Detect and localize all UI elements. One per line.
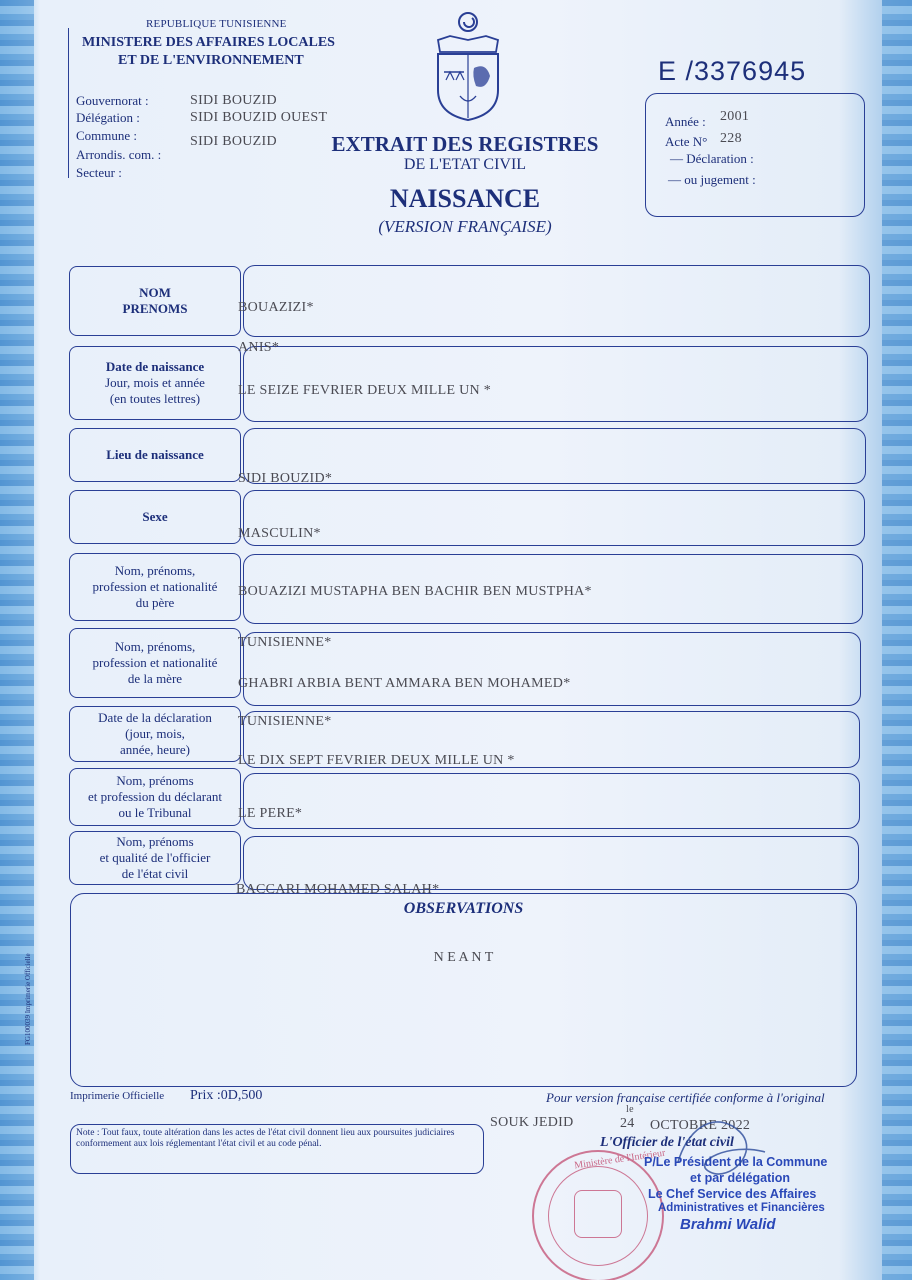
commune-label: Commune :	[76, 128, 138, 143]
value-prenom: ANIS*	[238, 340, 280, 355]
gouvernorat-label: Gouvernorat :	[76, 93, 149, 108]
value-lieu: SIDI BOUZID*	[238, 471, 333, 486]
title-line2: DE L'ETAT CIVIL	[403, 156, 527, 173]
value-declarant: LE PERE*	[238, 806, 303, 821]
place-value: SOUK JEDID	[490, 1115, 574, 1130]
officer-label: L'Officier de l'état civil	[600, 1135, 734, 1150]
commune-value: SIDI BOUZID	[190, 134, 277, 149]
left-security-border	[0, 0, 34, 1280]
observations-value: N E A N T	[433, 950, 494, 965]
label-mere: Nom, prénoms, profession et nationalité de la mère	[69, 628, 241, 698]
value-box-declarant	[243, 773, 860, 829]
title-line1: EXTRAIT DES REGISTRES	[331, 132, 599, 156]
coat-of-arms-icon	[430, 10, 506, 122]
date-le: le	[626, 1104, 634, 1115]
acte-label: Acte N°	[665, 134, 708, 149]
side-print: FG100039 Imprimerie Officielle	[24, 953, 32, 1045]
value-sexe: MASCULIN*	[238, 526, 321, 541]
annee-label: Année :	[665, 114, 706, 129]
label-officier: Nom, prénoms et qualité de l'officier de l'état civil	[69, 831, 241, 885]
jugement-label: — ou jugement :	[668, 172, 756, 187]
sign-line3: Le Chef Service des Affaires	[648, 1187, 817, 1201]
sign-line4: Administratives et Financières	[658, 1202, 825, 1214]
value-pere: BOUAZIZI MUSTAPHA BEN BACHIR BEN MUSTPHA*	[238, 584, 592, 599]
delegation-value: SIDI BOUZID OUEST	[190, 110, 328, 125]
date-value: OCTOBRE 2022	[650, 1118, 751, 1133]
handwritten-signature-icon	[670, 1112, 780, 1192]
ministry-line2: ET DE L'ENVIRONNEMENT	[118, 53, 304, 68]
arrondis-label: Arrondis. com. :	[76, 147, 162, 162]
value-box-lieu	[243, 428, 866, 484]
annee-value: 2001	[720, 109, 750, 124]
sign-line2: et par délégation	[690, 1171, 791, 1185]
sign-line5: Brahmi Walid	[680, 1216, 776, 1233]
observations-box	[70, 893, 857, 1087]
official-stamp-icon	[532, 1147, 667, 1280]
delegation-label: Délégation :	[76, 110, 140, 125]
value-date-naissance: LE SEIZE FEVRIER DEUX MILLE UN *	[238, 383, 492, 398]
label-sexe: Sexe	[69, 490, 241, 544]
declaration-label: — Déclaration :	[670, 151, 754, 166]
acte-value: 228	[720, 131, 742, 146]
secteur-label: Secteur :	[76, 165, 122, 180]
label-date-naissance: Date de naissance Jour, mois et année (en toutes lettres)	[69, 346, 241, 420]
label-nom-prenoms: NOM PRENOMS	[69, 266, 241, 336]
value-box-mere	[243, 632, 861, 706]
value-date-declaration: LE DIX SEPT FEVRIER DEUX MILLE UN *	[238, 753, 515, 768]
value-mere: GHABRI ARBIA BENT AMMARA BEN MOHAMED*	[238, 676, 571, 691]
label-pere: Nom, prénoms, profession et nationalité du père	[69, 553, 241, 621]
date-day: 24	[620, 1116, 635, 1131]
certified-label: Pour version française certifiée conforme à l'original	[546, 1090, 825, 1105]
value-box-nom	[243, 265, 870, 337]
gouvernorat-value: SIDI BOUZID	[190, 93, 277, 108]
value-officier: BACCARI MOHAMED SALAH*	[236, 882, 440, 897]
stamp-text: Ministère de l'Intérieur	[573, 1147, 667, 1172]
note-text: Note : Tout faux, toute altération dans les actes de l'état civil donnent lieu aux poursuites judiciaires conformement aux lois réglementant l'état civil et au code pénal.	[76, 1128, 455, 1149]
label-lieu: Lieu de naissance	[69, 428, 241, 482]
imprimerie-label: Imprimerie Officielle	[70, 1090, 165, 1102]
sign-line1: P/Le Président de la Commune	[644, 1155, 828, 1169]
republic-label: REPUBLIQUE TUNISIENNE	[146, 18, 287, 30]
label-declarant: Nom, prénoms et profession du déclarant ou le Tribunal	[69, 768, 241, 826]
serial-number: E /3376945	[658, 56, 807, 86]
value-box-sexe	[243, 490, 865, 546]
value-nationalite-pere: TUNISIENNE*	[238, 635, 332, 650]
header-divider	[68, 28, 69, 178]
observations-title: OBSERVATIONS	[403, 900, 524, 917]
title-version: (VERSION FRANÇAISE)	[378, 217, 552, 236]
value-nationalite-mere: TUNISIENNE*	[238, 714, 332, 729]
label-declaration: Date de la déclaration (jour, mois, année, heure)	[69, 706, 241, 762]
ministry-line1: MINISTERE DES AFFAIRES LOCALES	[82, 35, 335, 50]
title-naissance: NAISSANCE	[389, 184, 541, 213]
prix-label: Prix :0D,500	[190, 1088, 263, 1103]
value-nom: BOUAZIZI*	[238, 300, 314, 315]
right-security-border	[882, 0, 912, 1280]
